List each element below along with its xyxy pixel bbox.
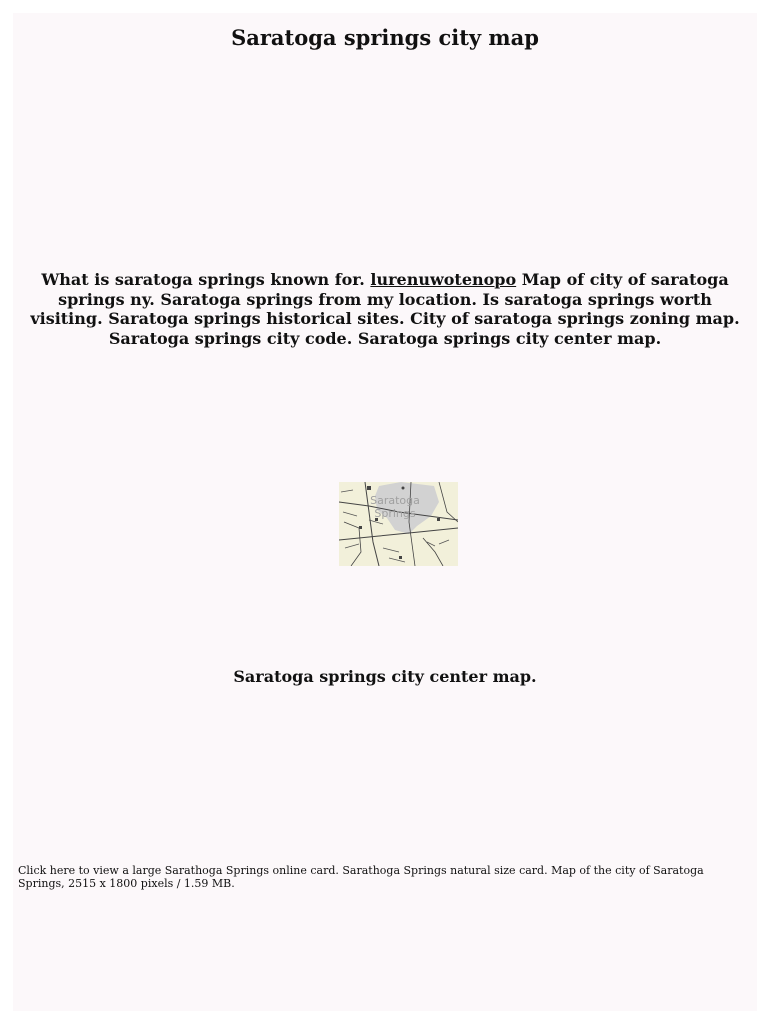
footnote-text: Click here to view a large Sarathoga Springs online card. Sarathoga Springs natural size card. Map of the city of Saratoga Springs, 2515 x 1800 pixels / 1.59 MB. — [18, 864, 704, 890]
intro-link[interactable]: lurenuwotenopo — [370, 270, 517, 289]
map-thumbnail-graphic — [339, 482, 458, 566]
map-thumbnail[interactable] — [339, 482, 458, 566]
intro-text-line2: Saratoga springs city code. Saratoga springs city center map. — [108, 328, 662, 348]
intro-text-part1: What is saratoga springs known for. — [41, 270, 371, 289]
page-title: Saratoga springs city map — [231, 25, 539, 50]
map-label-line1: Saratoga — [370, 494, 420, 507]
intro-paragraph — [23, 270, 747, 348]
intro-text-part2: Map of city of saratoga springs ny. Saratoga springs from my location. Is saratoga springs worth visiting. Saratoga springs historical sites. City of saratoga springs zoning map. — [30, 270, 740, 328]
page-container — [13, 13, 757, 1011]
map-caption: Saratoga springs city center map. — [233, 667, 537, 686]
map-label-line2: Springs — [374, 507, 416, 520]
